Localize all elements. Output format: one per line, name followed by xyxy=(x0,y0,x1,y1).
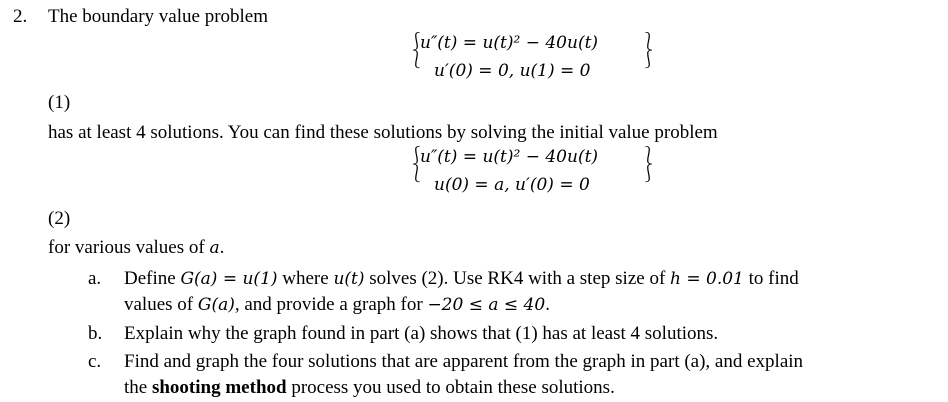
text: for various values of xyxy=(48,237,210,258)
part-c-line-2 xyxy=(124,377,615,399)
left-brace: ⎱ xyxy=(408,164,425,184)
part-letter: a. xyxy=(88,268,102,289)
ode-equation: u″(t) = u(t)² − 40u(t) xyxy=(420,147,599,167)
equation-label-1: (1) xyxy=(48,92,71,113)
math: G(a) xyxy=(197,295,235,315)
text: Define xyxy=(124,268,181,289)
text: . xyxy=(219,237,225,258)
part-a-line-1 xyxy=(124,268,799,290)
text: . xyxy=(545,294,550,315)
text: process you used to obtain these solutions. xyxy=(286,377,615,398)
boundary-conditions: u′(0) = 0, u(1) = 0 xyxy=(434,61,591,81)
left-brace: ⎰ xyxy=(408,32,425,52)
part-a-line-2 xyxy=(124,294,550,316)
paragraph-line xyxy=(48,237,224,259)
text: the xyxy=(124,377,152,398)
math: G(a) = u(1) xyxy=(180,269,278,289)
problem-number: 2. xyxy=(13,6,28,27)
ode-equation: u″(t) = u(t)² − 40u(t) xyxy=(420,33,599,53)
right-brace: ⎰ xyxy=(640,50,657,70)
math-var: a xyxy=(209,238,220,258)
right-brace: ⎱ xyxy=(640,32,657,52)
part-letter: b. xyxy=(88,323,103,344)
initial-conditions: u(0) = a, u′(0) = 0 xyxy=(434,175,590,195)
paragraph-line: has at least 4 solutions. You can find these solutions by solving the initial value problem xyxy=(48,122,718,143)
text: to find xyxy=(743,268,799,289)
text: solves (2). Use RK4 with a step size of xyxy=(364,268,671,289)
math: h = 0.01 xyxy=(670,269,744,289)
part-b-line-1: Explain why the graph found in part (a) shows that (1) has at least 4 solutions. xyxy=(124,323,719,344)
math: u(t) xyxy=(333,269,365,289)
equation-label-2: (2) xyxy=(48,208,71,229)
left-brace: ⎰ xyxy=(408,146,425,166)
left-brace: ⎱ xyxy=(408,50,425,70)
text: where xyxy=(277,268,334,289)
text: values of xyxy=(124,294,198,315)
bold-term: shooting method xyxy=(151,377,287,398)
right-brace: ⎱ xyxy=(640,146,657,166)
problem-intro: The boundary value problem xyxy=(48,6,269,27)
part-c-line-1: Find and graph the four solutions that are apparent from the graph in part (a), and explain xyxy=(124,351,804,372)
math: −20 ≤ a ≤ 40 xyxy=(427,295,546,315)
part-letter: c. xyxy=(88,351,102,372)
text: , and provide a graph for xyxy=(234,294,428,315)
right-brace: ⎰ xyxy=(640,164,657,184)
